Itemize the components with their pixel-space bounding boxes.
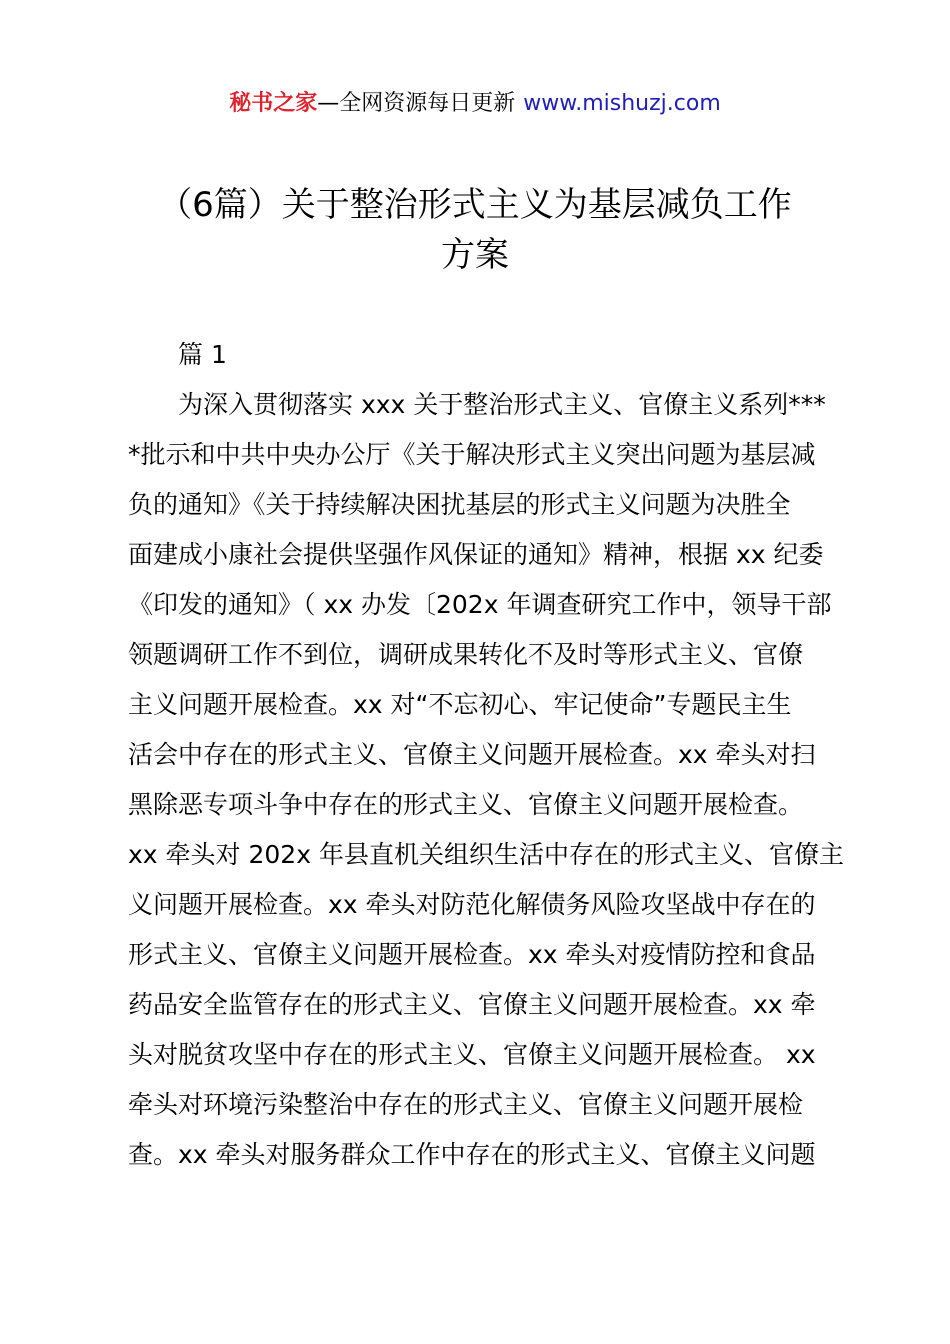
body-line: 查。xx 牵头对服务群众工作中存在的形式主义、官僚主义问题 [128,1140,816,1169]
body-line: 头对脱贫攻坚中存在的形式主义、官僚主义问题开展检查。 xx [128,1040,816,1069]
document-body [128,330,844,1180]
body-line: 领题调研工作不到位，调研成果转化不及时等形式主义、官僚 [128,640,804,669]
document-title [120,180,830,280]
section-label: 篇 1 [178,340,227,369]
body-line: 形式主义、官僚主义问题开展检查。xx 牵头对疫情防控和食品 [128,940,816,969]
body-line: 活会中存在的形式主义、官僚主义问题开展检查。xx 牵头对扫 [128,740,816,769]
brand-name: 秘书之家 [229,91,318,116]
body-line: 为深入贯彻落实 xxx 关于整治形式主义、官僚主义系列*** [178,390,826,419]
body-line: 主义问题开展检查。xx 对“不忘初心、牢记使命”专题民主生 [128,690,792,719]
site-header [0,88,950,120]
body-line: 负的通知》《关于持续解决困扰基层的形式主义问题为决胜全 [128,490,791,519]
title-line-1: （6篇）关于整治形式主义为基层减负工作 [158,185,792,225]
body-line: 面建成小康社会提供坚强作风保证的通知》精神，根据 xx 纪委 [128,540,824,569]
body-line: 药品安全监管存在的形式主义、官僚主义问题开展检查。xx 牵 [128,990,816,1019]
title-line-2: 方案 [441,235,509,275]
body-line: 《印发的通知》（ xx 办发〔202x 年调查研究工作中，领导干部 [128,590,832,619]
site-url-link[interactable]: www.mishuzj.com [523,91,721,116]
header-tagline: —全网资源每日更新 [317,91,516,116]
body-line: *批示和中共中央办公厅《关于解决形式主义突出问题为基层减 [128,440,816,469]
body-line: 牵头对环境污染整治中存在的形式主义、官僚主义问题开展检 [128,1090,804,1119]
body-line: 义问题开展检查。xx 牵头对防范化解债务风险攻坚战中存在的 [128,890,816,919]
body-line: 黑除恶专项斗争中存在的形式主义、官僚主义问题开展检查。 [128,790,804,819]
body-line: xx 牵头对 202x 年县直机关组织生活中存在的形式主义、官僚主 [128,840,844,869]
